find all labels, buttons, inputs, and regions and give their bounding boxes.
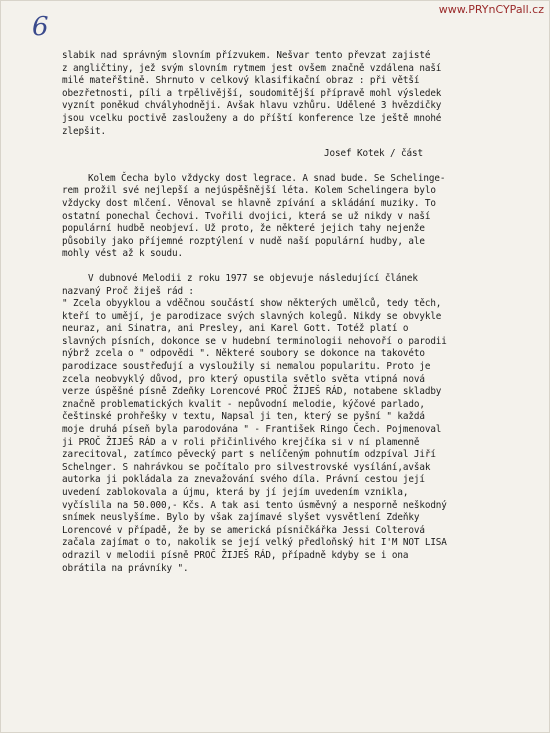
page-number: 6 (32, 12, 49, 42)
paragraph-1 (62, 50, 532, 138)
typed-text (62, 50, 532, 575)
text-line: češtinské prohřešky v textu, Napsal ji ten, který se pyšní " každá (62, 411, 425, 423)
text-line: slabik nad správným slovním přízvukem. Nešvar tento převzat zajisté (62, 50, 431, 61)
text-line: milé mateřštině. Shrnuto v celkový klasifikační obraz : při větší (62, 75, 420, 87)
text-line: " Zcela obyyklou a vděčnou součástí show některých umělců, tedy těch, (62, 298, 442, 310)
text-line: obrátila na právníky ". (62, 562, 189, 574)
text-line: zlepšit. (62, 125, 106, 137)
text-line: ji PROČ ŽIJEŠ RÁD a v roli přičinlivého krejčíka si v ní plamenně (62, 436, 420, 448)
text-line: Schelnger. S nahrávkou se počítalo pro silvestrovské vysílání,avšak (62, 461, 431, 473)
text-line: vyčíslila na 50.000,- Kčs. A tak asi tento úsměvný a nesporně neškodný (62, 499, 447, 511)
text-line: snímek neuslyšíme. Bylo by však zajímavé slyšet vysvětlení Zdeňky (62, 512, 420, 524)
author-signature: Josef Kotek / část (324, 148, 423, 160)
text-line: nýbrž zcela o " odpovědi ". Některé soubory se dokonce na takovéto (62, 348, 425, 360)
text-line: kteří to umějí, je parodizace svých slavných kolegů. Nikdy se obvykle (62, 310, 442, 322)
text-line: začala zajímat o to, nakolik se její velký předloňský hit I'M NOT LISA (62, 537, 447, 549)
text-line: parodizace soustřeďují a vysloužily si nemalou popularitu. Proto je (62, 361, 431, 373)
watermark: www.PRYnCYPall.cz (438, 3, 544, 16)
text-line: jsou vcelku poctivě zaslouženy a do příští konference lze ještě mnohé (62, 112, 442, 124)
text-line: moje druhá píseň byla parodována " - František Ringo Čech. Pojmenoval (62, 424, 442, 436)
text-line: slavných písních, dokonce se v hudební terminologii nehovoří o parodii (62, 335, 447, 347)
text-line: obezřetnosti, píli a trpělivější, soudomitější přípravě mohl výsledek (62, 87, 442, 99)
text-line: ostatní ponechal Čechovi. Tvořili dvojici, která se už nikdy v naší (62, 210, 431, 222)
text-line: značně problematických kvalit - nepůvodní melodie, kýčové parlado, (62, 398, 425, 410)
text-line: z angličtiny, jež svým slovním rytmem jest ovšem značně vzdálena naší (62, 62, 442, 74)
text-line: uvedení zablokovala a újmu, která by jí jejím uvedením vznikla, (62, 487, 409, 498)
text-line: Kolem Čecha bylo vždycky dost legrace. A snad bude. Se Schelinge- (88, 172, 446, 184)
text-line: nazvaný Proč žiješ rád : (62, 285, 194, 297)
text-line: zarecitoval, zatímco pěvecký part s nelíčeným pohnutím odzpíval Jiří (62, 449, 436, 461)
text-line: verze úspěšné písně Zdeňky Lorencové PROČ ŽIJEŠ RÁD, notabene skladby (62, 386, 442, 398)
text-line: vždycky dost mlčení. Věnoval se hlavně zpívání a skládání muziky. To (62, 197, 436, 209)
paragraph-3 (62, 273, 532, 575)
text-line: Lorencové v případě, že by se americká písničkářka Jessi Colterová (62, 524, 425, 536)
paragraph-2 (62, 173, 532, 261)
text-line: působily jako příjemné rozptýlení v nudě naší populární hudby, ale (62, 235, 425, 247)
text-line: rem prožil své nejlepší a nejúspěšnější léta. Kolem Schelingera bylo (62, 185, 436, 197)
text-line: zcela neobvyklý důvod, pro který opustila světlo světa vtipná nová (62, 373, 425, 385)
text-line: autorka ji pokládala za znevažování svého díla. Právní cestou její (62, 474, 425, 486)
text-line: vyznít poněkud chvályhodněji. Avšak hlavu vzhůru. Udělené 3 hvězdičky (62, 100, 442, 112)
text-line: odrazil v melodii písně PROČ ŽIJEŠ RÁD, případně kdyby se i ona (62, 549, 409, 561)
text-line: populární hudbě neobjeví. Už proto, že některé jejich tahy nejenže (62, 223, 425, 235)
text-line: neuraz, ani Sinatra, ani Presley, ani Karel Gott. Totéž platí o (62, 323, 409, 335)
text-line: V dubnové Melodii z roku 1977 se objevuje následující článek (88, 272, 418, 284)
text-line: mohly vést až k soudu. (62, 248, 183, 260)
